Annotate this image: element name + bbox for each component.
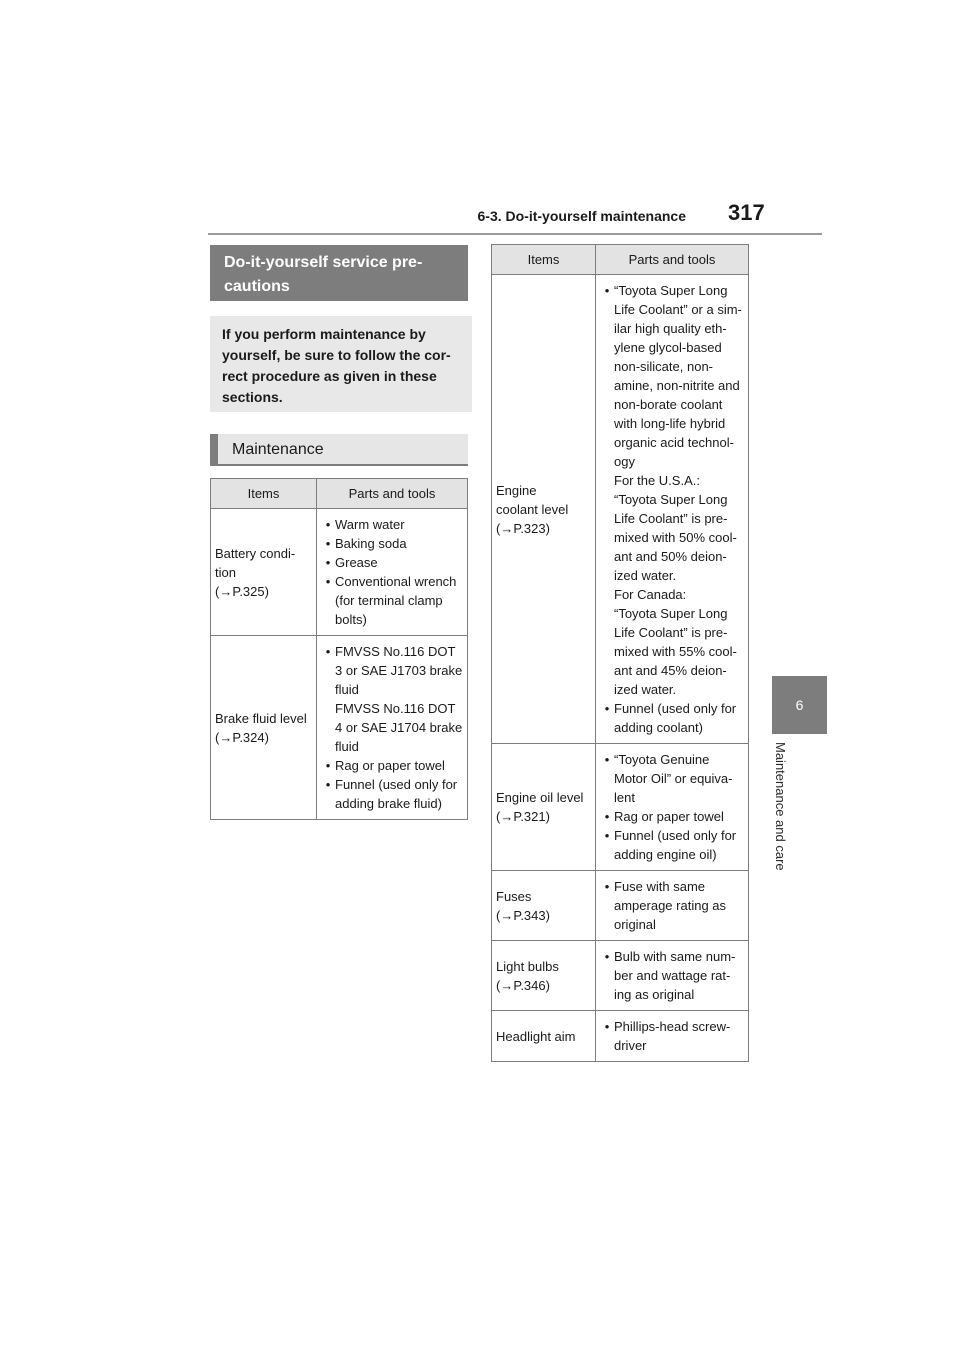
item-line: (→P.325) bbox=[215, 583, 269, 599]
bullet-icon: • bbox=[604, 828, 610, 843]
column-header-items: Items bbox=[492, 245, 596, 275]
tool-line: fluid bbox=[335, 682, 359, 697]
bullet-icon: • bbox=[325, 517, 331, 532]
item-line: tion bbox=[215, 564, 236, 580]
tool-bullet-item bbox=[321, 553, 463, 572]
bullet-icon: • bbox=[325, 555, 331, 570]
column-header-parts: Parts and tools bbox=[317, 479, 468, 509]
column-header-parts: Parts and tools bbox=[596, 245, 749, 275]
item-line: (→P.323) bbox=[496, 520, 550, 536]
table-row bbox=[492, 871, 749, 941]
tool-line: “Toyota Super Long bbox=[614, 492, 728, 507]
bullet-icon: • bbox=[604, 1019, 610, 1034]
tool-line: ing as original bbox=[614, 987, 695, 1002]
tool-line: ogy bbox=[614, 454, 635, 469]
maintenance-table-left bbox=[210, 478, 468, 820]
tool-line: ant and 50% deion- bbox=[614, 549, 727, 564]
tool-bullet-item bbox=[600, 281, 744, 699]
table-row bbox=[211, 636, 468, 820]
tool-bullet-item bbox=[600, 807, 744, 826]
tool-line: Life Coolant” or a sim- bbox=[614, 302, 742, 317]
tool-line: amine, non-nitrite and bbox=[614, 378, 740, 393]
item-cell bbox=[211, 636, 317, 820]
bullet-icon: • bbox=[604, 752, 610, 767]
item-cell bbox=[492, 275, 596, 744]
tool-line: bolts) bbox=[335, 612, 367, 627]
bullet-icon: • bbox=[325, 536, 331, 551]
tool-line: mixed with 50% cool- bbox=[614, 530, 737, 545]
tool-line: Bulb with same num- bbox=[614, 949, 736, 964]
tool-line: (for terminal clamp bbox=[335, 593, 443, 608]
item-line: coolant level bbox=[496, 501, 569, 517]
maintenance-table-right bbox=[491, 244, 749, 1062]
tool-line: Rag or paper towel bbox=[614, 809, 724, 824]
bullet-icon: • bbox=[325, 777, 331, 792]
item-line: (→P.321) bbox=[496, 809, 550, 824]
item-line: Brake fluid level bbox=[215, 710, 307, 726]
column-header-items: Items bbox=[211, 479, 317, 509]
bullet-icon: • bbox=[604, 283, 610, 298]
item-line: Headlight aim bbox=[496, 1028, 576, 1044]
tool-bullet-item bbox=[600, 826, 744, 864]
item-cell bbox=[492, 1011, 596, 1062]
tool-line: “Toyota Super Long bbox=[614, 283, 728, 298]
tool-line: 3 or SAE J1703 brake bbox=[335, 663, 463, 678]
tool-line: ylene glycol-based bbox=[614, 340, 722, 355]
tool-line: amperage rating as bbox=[614, 898, 727, 913]
tool-line: Life Coolant” is pre- bbox=[614, 511, 728, 526]
section-title: 6-3. Do-it-yourself maintenance bbox=[477, 208, 686, 224]
bullet-icon: • bbox=[325, 758, 331, 773]
table-row bbox=[211, 509, 468, 636]
tool-line: Fuse with same bbox=[614, 879, 706, 894]
tool-line: lent bbox=[614, 790, 635, 805]
item-line: Light bulbs bbox=[496, 958, 559, 974]
tool-bullet-item bbox=[600, 1017, 744, 1055]
page-number: 317 bbox=[728, 200, 765, 225]
chapter-title: Maintenance and care bbox=[773, 742, 788, 871]
tool-line: driver bbox=[614, 1038, 647, 1053]
tool-line: with long-life hybrid bbox=[614, 416, 726, 431]
tool-line: non-silicate, non- bbox=[614, 359, 713, 374]
tool-line: mixed with 55% cool- bbox=[614, 644, 737, 659]
tool-line: 4 or SAE J1704 brake bbox=[335, 720, 463, 735]
tool-bullet-item bbox=[600, 699, 744, 737]
tool-bullet-item bbox=[321, 642, 463, 756]
tool-bullet-item bbox=[600, 877, 744, 934]
item-line: Engine oil level bbox=[496, 790, 584, 805]
tool-line: “Toyota Super Long bbox=[614, 606, 728, 621]
bullet-icon: • bbox=[325, 574, 331, 589]
tool-line: Phillips-head screw- bbox=[614, 1019, 731, 1034]
tool-line: Funnel (used only for bbox=[614, 828, 737, 843]
tools-cell bbox=[317, 636, 468, 820]
tool-bullet-item bbox=[600, 947, 744, 1004]
tools-cell bbox=[596, 744, 749, 871]
item-line: (→P.343) bbox=[496, 907, 550, 923]
table-row bbox=[492, 744, 749, 871]
tool-line: fluid bbox=[335, 739, 359, 754]
tool-bullet-item bbox=[321, 572, 463, 629]
diy-intro-line-4: sections. bbox=[222, 389, 283, 405]
tool-line: “Toyota Genuine bbox=[614, 752, 710, 767]
diy-intro-line-2: yourself, be sure to follow the cor- bbox=[222, 347, 451, 363]
tool-bullet-item bbox=[321, 515, 463, 534]
item-cell bbox=[211, 509, 317, 636]
tool-line: FMVSS No.116 DOT bbox=[335, 644, 456, 659]
tool-line: For the U.S.A.: bbox=[614, 473, 700, 488]
tool-line: organic acid technol- bbox=[614, 435, 734, 450]
tool-line: ilar high quality eth- bbox=[614, 321, 727, 336]
item-line: Engine bbox=[496, 482, 537, 498]
item-line: (→P.346) bbox=[496, 977, 550, 993]
tool-line: Life Coolant” is pre- bbox=[614, 625, 728, 640]
tool-line: Warm water bbox=[335, 517, 405, 532]
table-row bbox=[492, 275, 749, 744]
tool-line: ized water. bbox=[614, 682, 677, 697]
item-line: Battery condi- bbox=[215, 545, 296, 561]
header-divider bbox=[208, 233, 822, 235]
tools-cell bbox=[596, 941, 749, 1011]
tool-bullet-item bbox=[600, 750, 744, 807]
tools-cell bbox=[596, 871, 749, 941]
maintenance-heading: Maintenance bbox=[210, 434, 468, 466]
tool-line: Conventional wrench bbox=[335, 574, 457, 589]
diy-heading bbox=[210, 245, 468, 301]
tool-line: Funnel (used only for bbox=[335, 777, 458, 792]
bullet-icon: • bbox=[604, 809, 610, 824]
tool-bullet-item bbox=[321, 756, 463, 775]
table-row bbox=[492, 941, 749, 1011]
diy-intro-line-1: If you perform maintenance by bbox=[222, 326, 426, 342]
tool-line: FMVSS No.116 DOT bbox=[335, 701, 456, 716]
tool-line: Motor Oil” or equiva- bbox=[614, 771, 733, 786]
tools-cell bbox=[596, 275, 749, 744]
item-line: (→P.324) bbox=[215, 729, 269, 745]
diy-heading-line-1: Do-it-yourself service pre- bbox=[224, 254, 423, 271]
item-cell bbox=[492, 871, 596, 941]
chapter-tab[interactable]: 6 bbox=[772, 676, 827, 734]
tool-bullet-item bbox=[321, 775, 463, 813]
tool-line: original bbox=[614, 917, 656, 932]
tool-line: Funnel (used only for bbox=[614, 701, 737, 716]
tool-line: ized water. bbox=[614, 568, 677, 583]
diy-heading-line-2: cautions bbox=[224, 278, 290, 295]
bullet-icon: • bbox=[325, 644, 331, 659]
tool-line: For Canada: bbox=[614, 587, 687, 602]
tool-line: adding coolant) bbox=[614, 720, 703, 735]
tool-line: Rag or paper towel bbox=[335, 758, 445, 773]
tool-line: ant and 45% deion- bbox=[614, 663, 727, 678]
bullet-icon: • bbox=[604, 701, 610, 716]
item-cell bbox=[492, 744, 596, 871]
diy-intro bbox=[210, 316, 472, 412]
tools-cell bbox=[596, 1011, 749, 1062]
tool-line: non-borate coolant bbox=[614, 397, 723, 412]
tool-line: Baking soda bbox=[335, 536, 407, 551]
bullet-icon: • bbox=[604, 949, 610, 964]
chapter-title-vertical bbox=[772, 742, 788, 892]
item-cell bbox=[492, 941, 596, 1011]
item-line: Fuses bbox=[496, 888, 532, 904]
tool-line: Grease bbox=[335, 555, 378, 570]
tool-line: adding engine oil) bbox=[614, 847, 717, 862]
table-row bbox=[492, 1011, 749, 1062]
bullet-icon: • bbox=[604, 879, 610, 894]
tool-bullet-item bbox=[321, 534, 463, 553]
tool-line: ber and wattage rat- bbox=[614, 968, 731, 983]
tool-line: adding brake fluid) bbox=[335, 796, 442, 811]
diy-intro-line-3: rect procedure as given in these bbox=[222, 368, 437, 384]
tools-cell bbox=[317, 509, 468, 636]
